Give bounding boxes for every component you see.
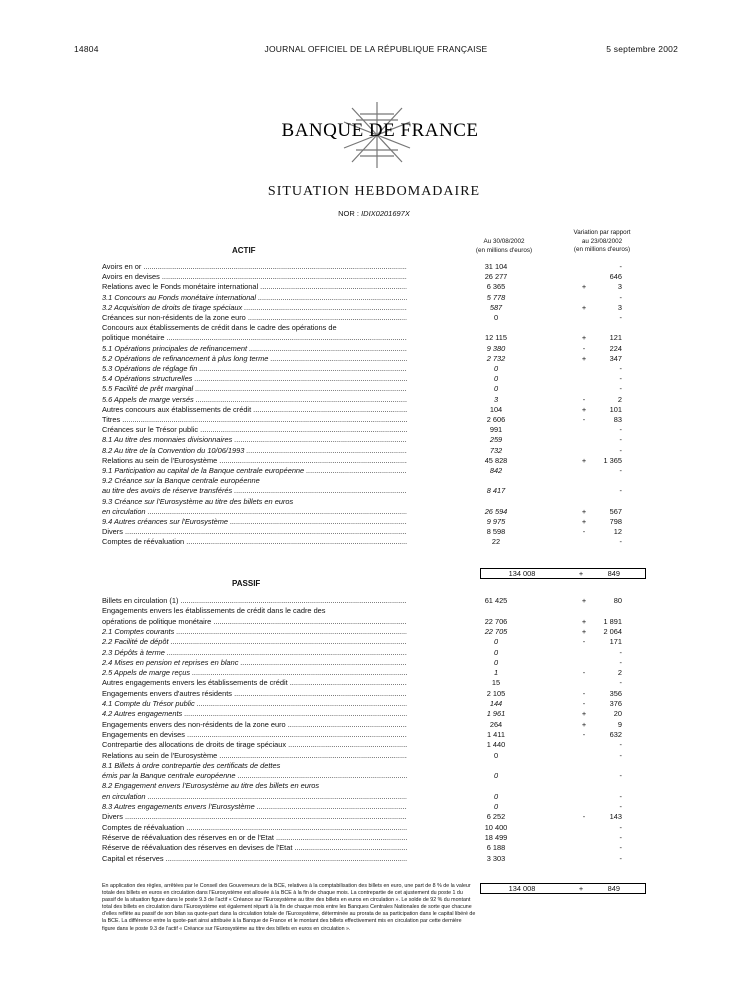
row-label: 3.2 Acquisition de droits de tirage spéciaux ..... — [102, 303, 407, 312]
row-variation: - — [619, 832, 622, 842]
row-label: Contrepartie des allocations de droits de tirage spéciaux ..... — [102, 740, 407, 749]
row-variation-sign: - — [582, 343, 586, 353]
row-value: 0 — [493, 802, 499, 811]
row-variation: 171 — [609, 637, 622, 647]
row-variation: 347 — [609, 353, 622, 363]
row-value: 0 — [493, 791, 499, 801]
row-label: Divers ..... — [102, 812, 407, 821]
row-variation: - — [619, 466, 622, 475]
row-label: Autres engagements envers les établissements de crédit ..... — [102, 678, 407, 687]
row-variation: - — [619, 750, 622, 760]
row-value: 1 411 — [487, 729, 505, 739]
row-value: 9 975 — [486, 517, 506, 526]
row-variation: - — [619, 537, 622, 547]
row-value: 2 606 — [486, 415, 506, 424]
row-label: Divers ..... — [102, 527, 407, 536]
row-label: 9.3 Créance sur l'Eurosystème au titre des billets en euros — [102, 496, 294, 506]
actif-total-box — [480, 568, 646, 579]
row-label: Concours aux établissements de crédit dans le cadre des opérations de — [102, 323, 337, 333]
row-variation-sign: + — [581, 455, 587, 465]
row-variation: - — [619, 384, 622, 394]
row-variation-sign: + — [581, 404, 587, 414]
row-value: 0 — [493, 364, 499, 373]
row-variation-sign: - — [582, 812, 586, 822]
row-variation-sign: + — [581, 596, 587, 605]
row-value: 5 778 — [486, 292, 506, 302]
row-label: Créances sur le Trésor public ..... — [102, 425, 407, 434]
row-variation-sign: + — [581, 333, 587, 343]
row-value: 587 — [489, 302, 503, 312]
publication-date: 5 septembre 2002 — [606, 44, 678, 54]
row-value: 10 400 — [484, 822, 508, 832]
row-variation: 20 — [613, 709, 622, 719]
row-variation: - — [619, 435, 622, 445]
row-variation: - — [619, 843, 622, 853]
row-variation: - — [619, 425, 622, 435]
row-value: 22 705 — [484, 626, 508, 636]
row-variation: 121 — [609, 333, 622, 343]
value-column-header — [466, 238, 542, 255]
row-value: 45 828 — [484, 455, 508, 465]
row-variation: 798 — [609, 517, 622, 526]
row-value: 2 105 — [486, 688, 506, 698]
row-label: Titres ..... — [102, 415, 407, 424]
page-title: SITUATION HEBDOMADAIRE — [267, 184, 481, 199]
row-variation: - — [619, 262, 622, 271]
row-variation-sign: - — [582, 394, 586, 404]
nor-label: NOR : — [338, 209, 359, 218]
passif-heading: PASSIF — [232, 579, 261, 588]
row-label: 8.3 Autres engagements envers l'Eurosystème ..... — [102, 802, 407, 811]
row-label: 2.4 Mises en pension et reprises en blanc ..... — [102, 658, 407, 667]
row-variation: - — [619, 486, 622, 496]
row-variation: 632 — [609, 729, 622, 739]
row-label: Engagements envers d'autres résidents ..... — [102, 689, 407, 698]
row-label: en circulation ..... — [102, 792, 407, 801]
row-label: 9.1 Participation au capital de la Banque centrale européenne ..... — [102, 466, 407, 475]
row-variation: - — [619, 771, 622, 781]
row-value: 6 252 — [486, 812, 506, 822]
row-value: 0 — [493, 771, 499, 781]
row-variation-sign: + — [581, 302, 587, 312]
row-variation: - — [619, 802, 622, 811]
row-variation: 3 — [617, 302, 622, 312]
row-label: 4.2 Autres engagements ..... — [102, 709, 407, 718]
row-label: 5.6 Appels de marge versés ..... — [102, 395, 407, 404]
row-label: 5.2 Opérations de refinancement à plus long terme ..... — [102, 354, 407, 363]
row-value: 991 — [489, 425, 503, 435]
value-column-date: Au 30/08/2002 — [483, 238, 525, 245]
row-value: 22 — [491, 537, 501, 547]
actif-total-value: 134 008 — [508, 569, 536, 578]
row-variation-sign: + — [581, 709, 587, 719]
row-label: 3.1 Concours au Fonds monétaire international ..... — [102, 293, 407, 302]
row-label: opérations de politique monétaire ..... — [102, 617, 407, 626]
row-value: 3 303 — [486, 853, 506, 863]
row-variation: 3 — [617, 282, 622, 292]
row-variation: - — [619, 313, 622, 322]
row-label: Comptes de réévaluation ..... — [102, 823, 407, 832]
row-variation-sign: + — [581, 719, 587, 729]
row-value: 0 — [493, 647, 499, 657]
variation-column-date: au 23/08/2002 — [581, 237, 623, 245]
row-label: Réserve de réévaluation des réserves en devises de l'Etat ..... — [102, 843, 407, 852]
row-label: 4.1 Compte du Trésor public ..... — [102, 699, 407, 708]
row-label: en circulation ..... — [102, 507, 407, 516]
row-value: 259 — [489, 435, 503, 445]
row-value: 2 732 — [486, 353, 506, 363]
row-label: Avoirs en or ..... — [102, 262, 407, 271]
row-variation: - — [619, 678, 622, 688]
row-label: 5.5 Facilité de prêt marginal ..... — [102, 384, 407, 393]
page-number: 14804 — [74, 44, 99, 54]
row-variation: - — [619, 740, 622, 750]
row-variation: - — [619, 364, 622, 373]
row-label: au titre des avoirs de réserve transférés ..... — [102, 486, 407, 495]
row-value: 144 — [489, 699, 503, 708]
row-variation: 83 — [613, 415, 622, 424]
passif-total-value: 134 008 — [508, 884, 536, 893]
row-variation-sign: + — [581, 282, 587, 292]
row-value: 9 380 — [486, 343, 506, 353]
row-variation: 2 — [617, 668, 622, 678]
journal-title: JOURNAL OFFICIEL DE LA RÉPUBLIQUE FRANÇAISE — [264, 44, 488, 54]
row-value: 0 — [493, 637, 499, 647]
row-label: émis par la Banque centrale européenne ..... — [102, 771, 407, 780]
row-label: Engagements envers les établissements de crédit dans le cadre des — [102, 606, 326, 616]
row-value: 26 277 — [484, 272, 508, 282]
variation-column-title: Variation par rapport — [573, 229, 631, 236]
row-label: Capital et réserves ..... — [102, 854, 407, 863]
passif-total-variation: 849 — [607, 884, 620, 893]
value-column-unit: (en millions d'euros) — [475, 246, 533, 254]
row-value: 15 — [491, 678, 501, 688]
row-label: 5.3 Opérations de réglage fin ..... — [102, 364, 407, 373]
row-variation: 143 — [609, 812, 622, 822]
row-variation-sign: + — [581, 506, 587, 516]
row-variation-sign: + — [581, 626, 587, 636]
row-label: Autres concours aux établissements de crédit ..... — [102, 405, 407, 414]
row-variation: 9 — [617, 719, 622, 729]
row-value: 0 — [493, 313, 499, 322]
logo-text: BANQUE DE FRANCE — [281, 120, 479, 141]
row-value: 22 706 — [484, 616, 508, 626]
row-variation-sign: - — [582, 729, 586, 739]
row-label: 9.2 Créance sur la Banque centrale européenne — [102, 476, 260, 486]
row-label: Relations avec le Fonds monétaire international ..... — [102, 282, 407, 291]
row-label: politique monétaire ..... — [102, 333, 407, 342]
row-value: 8 417 — [486, 486, 506, 496]
row-label: 8.2 Au titre de la Convention du 10/06/1993 ..... — [102, 446, 407, 455]
row-variation: - — [619, 657, 622, 667]
row-variation: 567 — [609, 506, 622, 516]
actif-total-variation: 849 — [607, 569, 620, 578]
row-variation-sign: + — [581, 616, 587, 626]
nor-reference — [0, 209, 748, 218]
row-variation-sign: - — [582, 668, 586, 678]
row-variation: 646 — [609, 272, 622, 282]
row-variation: - — [619, 853, 622, 863]
banque-de-france-logo — [270, 100, 490, 175]
row-variation: - — [619, 791, 622, 801]
row-variation: 2 — [617, 394, 622, 404]
actif-total-sign: + — [578, 569, 584, 578]
footnote: En application des règles, arrêtées par le Conseil des Gouverneurs de la BCE, relatives à la comptabilisation des billets en euro, une part de 8 % de la valeur totale des billets en euros en circulation dans l'Eurosystème est allouée à la BCE à la fin de chaque mois. La contrepartie de cet ajustement du poste 1 du passif de la situation figure dans le poste 9.3 de l'actif « Créance sur l'Eurosystème au titre des billets en euros en circulation ». Le solde de 92 % du montant total des billets en circulation dans l'Eurosystème est également réparti à la fin de chaque mois entre les Banques Centrales Nationales de sorte que chacune d'elles reflète au passif de son bilan sa quote-part dans la circulation totale de l'Eurosystème, déterminée au prorata de sa participation dans le capital libéré de la BCE. La différence entre la quote-part ainsi attribuée à la Banque de France et le montant des billets effectivement mis en circulation par cette dernière figure dans le poste 9.3 de l'actif « Créance sur l'Eurosystème au titre des billets en euros en circulation ». — [102, 883, 476, 932]
row-label: 2.5 Appels de marge reçus ..... — [102, 668, 407, 677]
row-variation: 101 — [609, 404, 622, 414]
row-variation: 1 365 — [603, 455, 622, 465]
row-value: 6 188 — [486, 843, 506, 853]
row-value: 31 104 — [484, 262, 508, 271]
row-label: Billets en circulation (1) ..... — [102, 596, 407, 605]
row-variation: 224 — [609, 343, 622, 353]
row-value: 0 — [493, 657, 499, 667]
variation-column-unit: (en millions d'euros) — [573, 246, 631, 253]
row-value: 1 440 — [486, 740, 506, 750]
row-value: 61 425 — [484, 596, 508, 605]
row-variation-sign: - — [582, 699, 586, 708]
row-label: 5.4 Opérations structurelles ..... — [102, 374, 407, 383]
row-variation: 80 — [613, 596, 622, 605]
row-value: 1 — [493, 668, 499, 678]
row-label: Avoirs en devises ..... — [102, 272, 407, 281]
row-variation: 12 — [613, 527, 622, 537]
row-value: 0 — [493, 384, 499, 394]
row-label: Comptes de réévaluation ..... — [102, 537, 407, 546]
row-variation: - — [619, 292, 622, 302]
row-value: 104 — [489, 404, 503, 414]
row-variation-sign: - — [582, 415, 586, 424]
row-variation: - — [619, 822, 622, 832]
row-value: 3 — [493, 394, 499, 404]
row-variation: 1 891 — [603, 616, 622, 626]
row-label: Engagements en devises ..... — [102, 730, 407, 739]
row-label: 8.1 Billets à ordre contrepartie des certificats de dettes — [102, 760, 281, 770]
row-variation: - — [619, 374, 622, 384]
row-label: Relations au sein de l'Eurosystème ..... — [102, 751, 407, 760]
row-variation: 356 — [609, 688, 622, 698]
row-label: 5.1 Opérations principales de refinancement ..... — [102, 344, 407, 353]
nor-code: IDIX0201697X — [361, 209, 410, 218]
row-value: 0 — [493, 750, 499, 760]
row-value: 264 — [489, 719, 503, 729]
row-variation: 2 064 — [603, 626, 622, 636]
variation-column-header — [560, 229, 644, 255]
row-value: 842 — [489, 466, 503, 475]
actif-heading: ACTIF — [232, 246, 256, 255]
row-variation-sign: - — [582, 637, 586, 647]
row-value: 6 365 — [486, 282, 506, 292]
row-value: 0 — [493, 374, 499, 384]
row-label: Réserve de réévaluation des réserves en or de l'Etat ..... — [102, 833, 407, 842]
row-label: 2.3 Dépôts à terme ..... — [102, 648, 407, 657]
row-variation-sign: - — [582, 688, 586, 698]
row-value: 1 961 — [486, 709, 506, 719]
row-variation-sign: - — [582, 527, 586, 537]
row-label: Créances sur non-résidents de la zone euro ..... — [102, 313, 407, 322]
row-variation-sign: + — [581, 353, 587, 363]
row-label: 9.4 Autres créances sur l'Eurosystème ..... — [102, 517, 407, 526]
row-label: 8.1 Au titre des monnaies divisionnaires ..... — [102, 435, 407, 444]
row-label: 8.2 Engagement envers l'Eurosystème au titre des billets en euros — [102, 781, 320, 791]
row-value: 12 115 — [484, 333, 508, 343]
passif-total-box — [480, 883, 646, 894]
row-value: 26 594 — [484, 506, 508, 516]
row-label: Engagements envers des non-résidents de la zone euro ..... — [102, 720, 407, 729]
passif-total-sign: + — [578, 884, 584, 893]
row-variation: 376 — [609, 699, 622, 708]
row-label: 2.2 Facilité de dépôt ..... — [102, 637, 407, 646]
row-value: 18 499 — [484, 832, 508, 842]
row-label: 2.1 Comptes courants ..... — [102, 627, 407, 636]
row-label: Relations au sein de l'Eurosystème ..... — [102, 456, 407, 465]
row-variation: - — [619, 647, 622, 657]
row-value: 732 — [489, 445, 503, 455]
row-value: 8 598 — [486, 527, 506, 537]
row-variation-sign: + — [581, 517, 587, 526]
row-variation: - — [619, 445, 622, 455]
